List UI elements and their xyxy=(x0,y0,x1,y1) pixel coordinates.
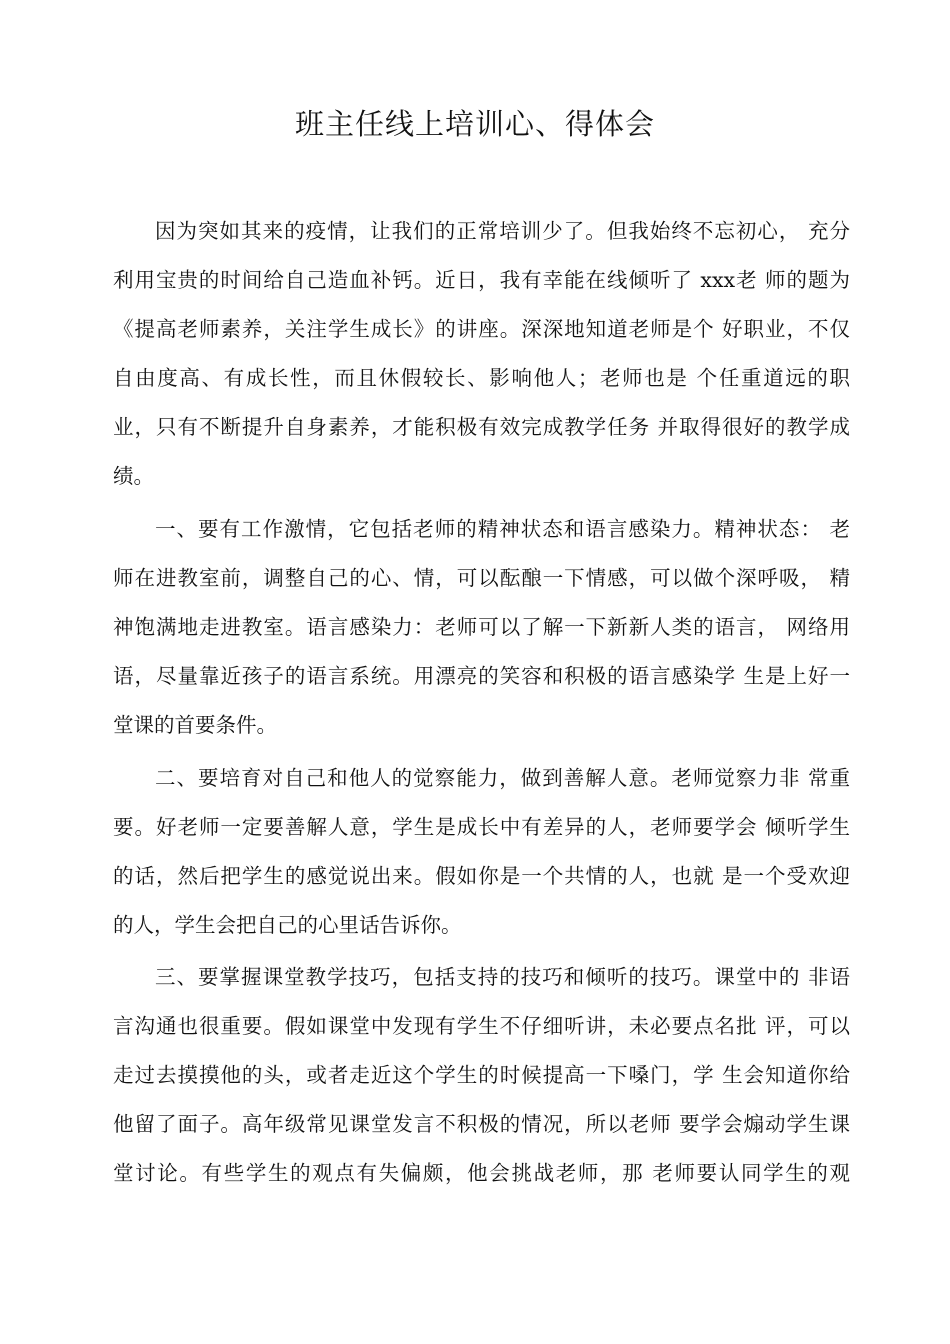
paragraph-line: 绩。 xyxy=(113,464,154,488)
paragraph-line: 神饱满地走进教室。语言感染力：老师可以了解一下新新人类的语言， 网络用 xyxy=(113,615,850,639)
paragraph-line: 走过去摸摸他的头，或者走近这个学生的时候提高一下嗓门，学 生会知道你给 xyxy=(113,1063,850,1087)
paragraph-line: 《提高老师素养，关注学生成长》的讲座。深深地知道老师是个 好职业，不仅 xyxy=(113,317,850,341)
paragraph-line: 的话，然后把学生的感觉说出来。假如你是一个共情的人，也就 是一个受欢迎 xyxy=(113,864,850,888)
paragraph-line: 堂课的首要条件。 xyxy=(113,713,277,737)
paragraph-line: 语，尽量靠近孩子的语言系统。用漂亮的笑容和积极的语言感染学 生是上好一 xyxy=(113,664,850,688)
paragraph-line: 言沟通也很重要。假如课堂中发现有学生不仔细听讲，未必要点名批 评，可以 xyxy=(113,1014,850,1038)
paragraph-line: 一、要有工作激情，它包括老师的精神状态和语言感染力。精神状态： 老 xyxy=(155,517,850,541)
paragraph-line: 三、要掌握课堂教学技巧，包括支持的技巧和倾听的技巧。课堂中的 非语 xyxy=(155,965,850,989)
paragraph-line: 的人，学生会把自己的心里话告诉你。 xyxy=(113,913,462,937)
paragraph-line: 自由度高、有成长性，而且休假较长、影响他人；老师也是 个任重道远的职 xyxy=(113,366,850,390)
paragraph-line: 要。好老师一定要善解人意，学生是成长中有差异的人，老师要学会 倾听学生 xyxy=(113,815,850,839)
paragraph-line: 堂讨论。有些学生的观点有失偏颇，他会挑战老师，那 老师要认同学生的观 xyxy=(113,1161,850,1185)
paragraph-line: 他留了面子。高年级常见课堂发言不积极的情况，所以老师 要学会煽动学生课 xyxy=(113,1112,850,1136)
paragraph-line: 二、要培育对自己和他人的觉察能力，做到善解人意。老师觉察力非 常重 xyxy=(155,766,850,790)
paragraph-line: 业，只有不断提升自身素养，才能积极有效完成教学任务 并取得很好的教学成 xyxy=(113,415,850,439)
paragraph-line: 因为突如其来的疫情，让我们的正常培训少了。但我始终不忘初心， 充分 xyxy=(155,219,850,243)
paragraph-line: 利用宝贵的时间给自己造血补钙。近日，我有幸能在线倾听了 xxx老 师的题为 xyxy=(113,268,850,292)
document-title: 班主任线上培训心、得体会 xyxy=(294,107,655,141)
paragraph-line: 师在进教室前，调整自己的心、情，可以酝酿一下情感，可以做个深呼吸， 精 xyxy=(113,566,850,590)
